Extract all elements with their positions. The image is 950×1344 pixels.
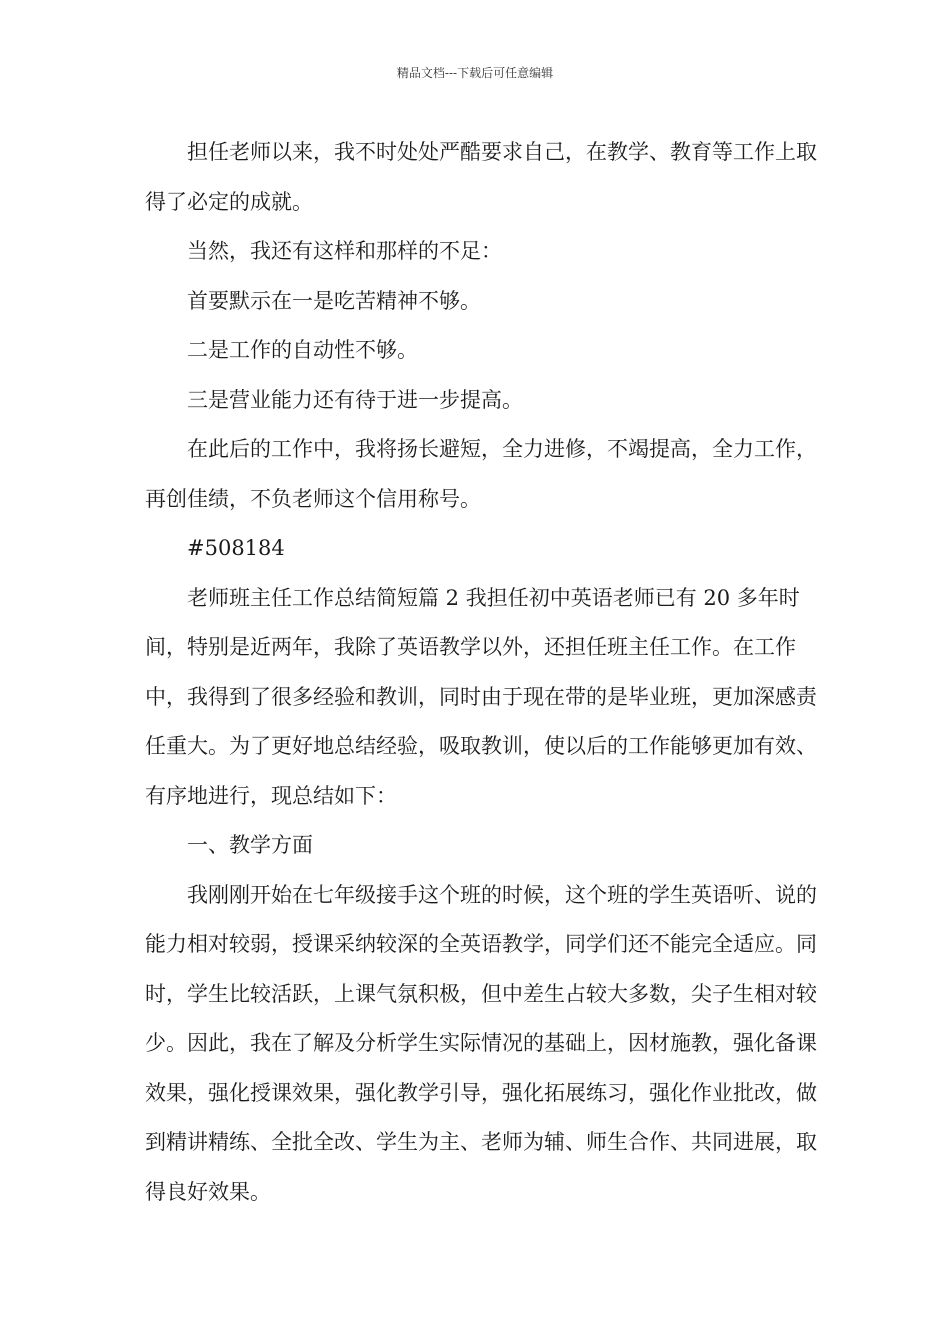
document-id: #508184	[187, 536, 285, 560]
page-header: 精品文档---下载后可任意编辑	[396, 66, 554, 80]
section-heading: 一、教学方面	[187, 833, 313, 857]
document-body	[145, 128, 835, 1217]
paragraph: 三是营业能力还有待于进一步提高。	[187, 387, 523, 412]
paragraph: 担任老师以来，我不时处处严酷要求自己，在教学、教育等工作上取得了必定的成就。	[145, 140, 817, 214]
paragraph: 二是工作的自动性不够。	[187, 338, 418, 362]
paragraph: 在此后的工作中，我将扬长避短，全力进修，不竭提高，全力工作，再创佳绩，不负老师这个信用称号。	[145, 437, 817, 511]
paragraph: 当然，我还有这样和那样的不足：	[187, 239, 502, 263]
paragraph: 我刚刚开始在七年级接手这个班的时候，这个班的学生英语听、说的能力相对较弱，授课采纳较深的全英语教学，同学们还不能完全适应。同时，学生比较活跃，上课气氛积极，但中差生占较大多数，尖子生相对较少。因此，我在了解及分析学生实际情况的基础上，因材施教，强化备课效果，强化授课效果，强化教学引导，强化拓展练习，强化作业批改，做到精讲精练、全批全改、学生为主、老师为辅、师生合作、共同进展，取得良好效果。	[145, 882, 817, 1204]
paragraph: 老师班主任工作总结简短篇 2 我担任初中英语老师已有 20 多年时间，特别是近两年，我除了英语教学以外，还担任班主任工作。在工作中，我得到了很多经验和教训，同时由于现在带的是毕业班，更加深感责任重大。为了更好地总结经验，吸取教训，使以后的工作能够更加有效、有序地进行，现总结如下：	[145, 585, 817, 808]
paragraph: 首要默示在一是吃苦精神不够。	[187, 288, 481, 313]
